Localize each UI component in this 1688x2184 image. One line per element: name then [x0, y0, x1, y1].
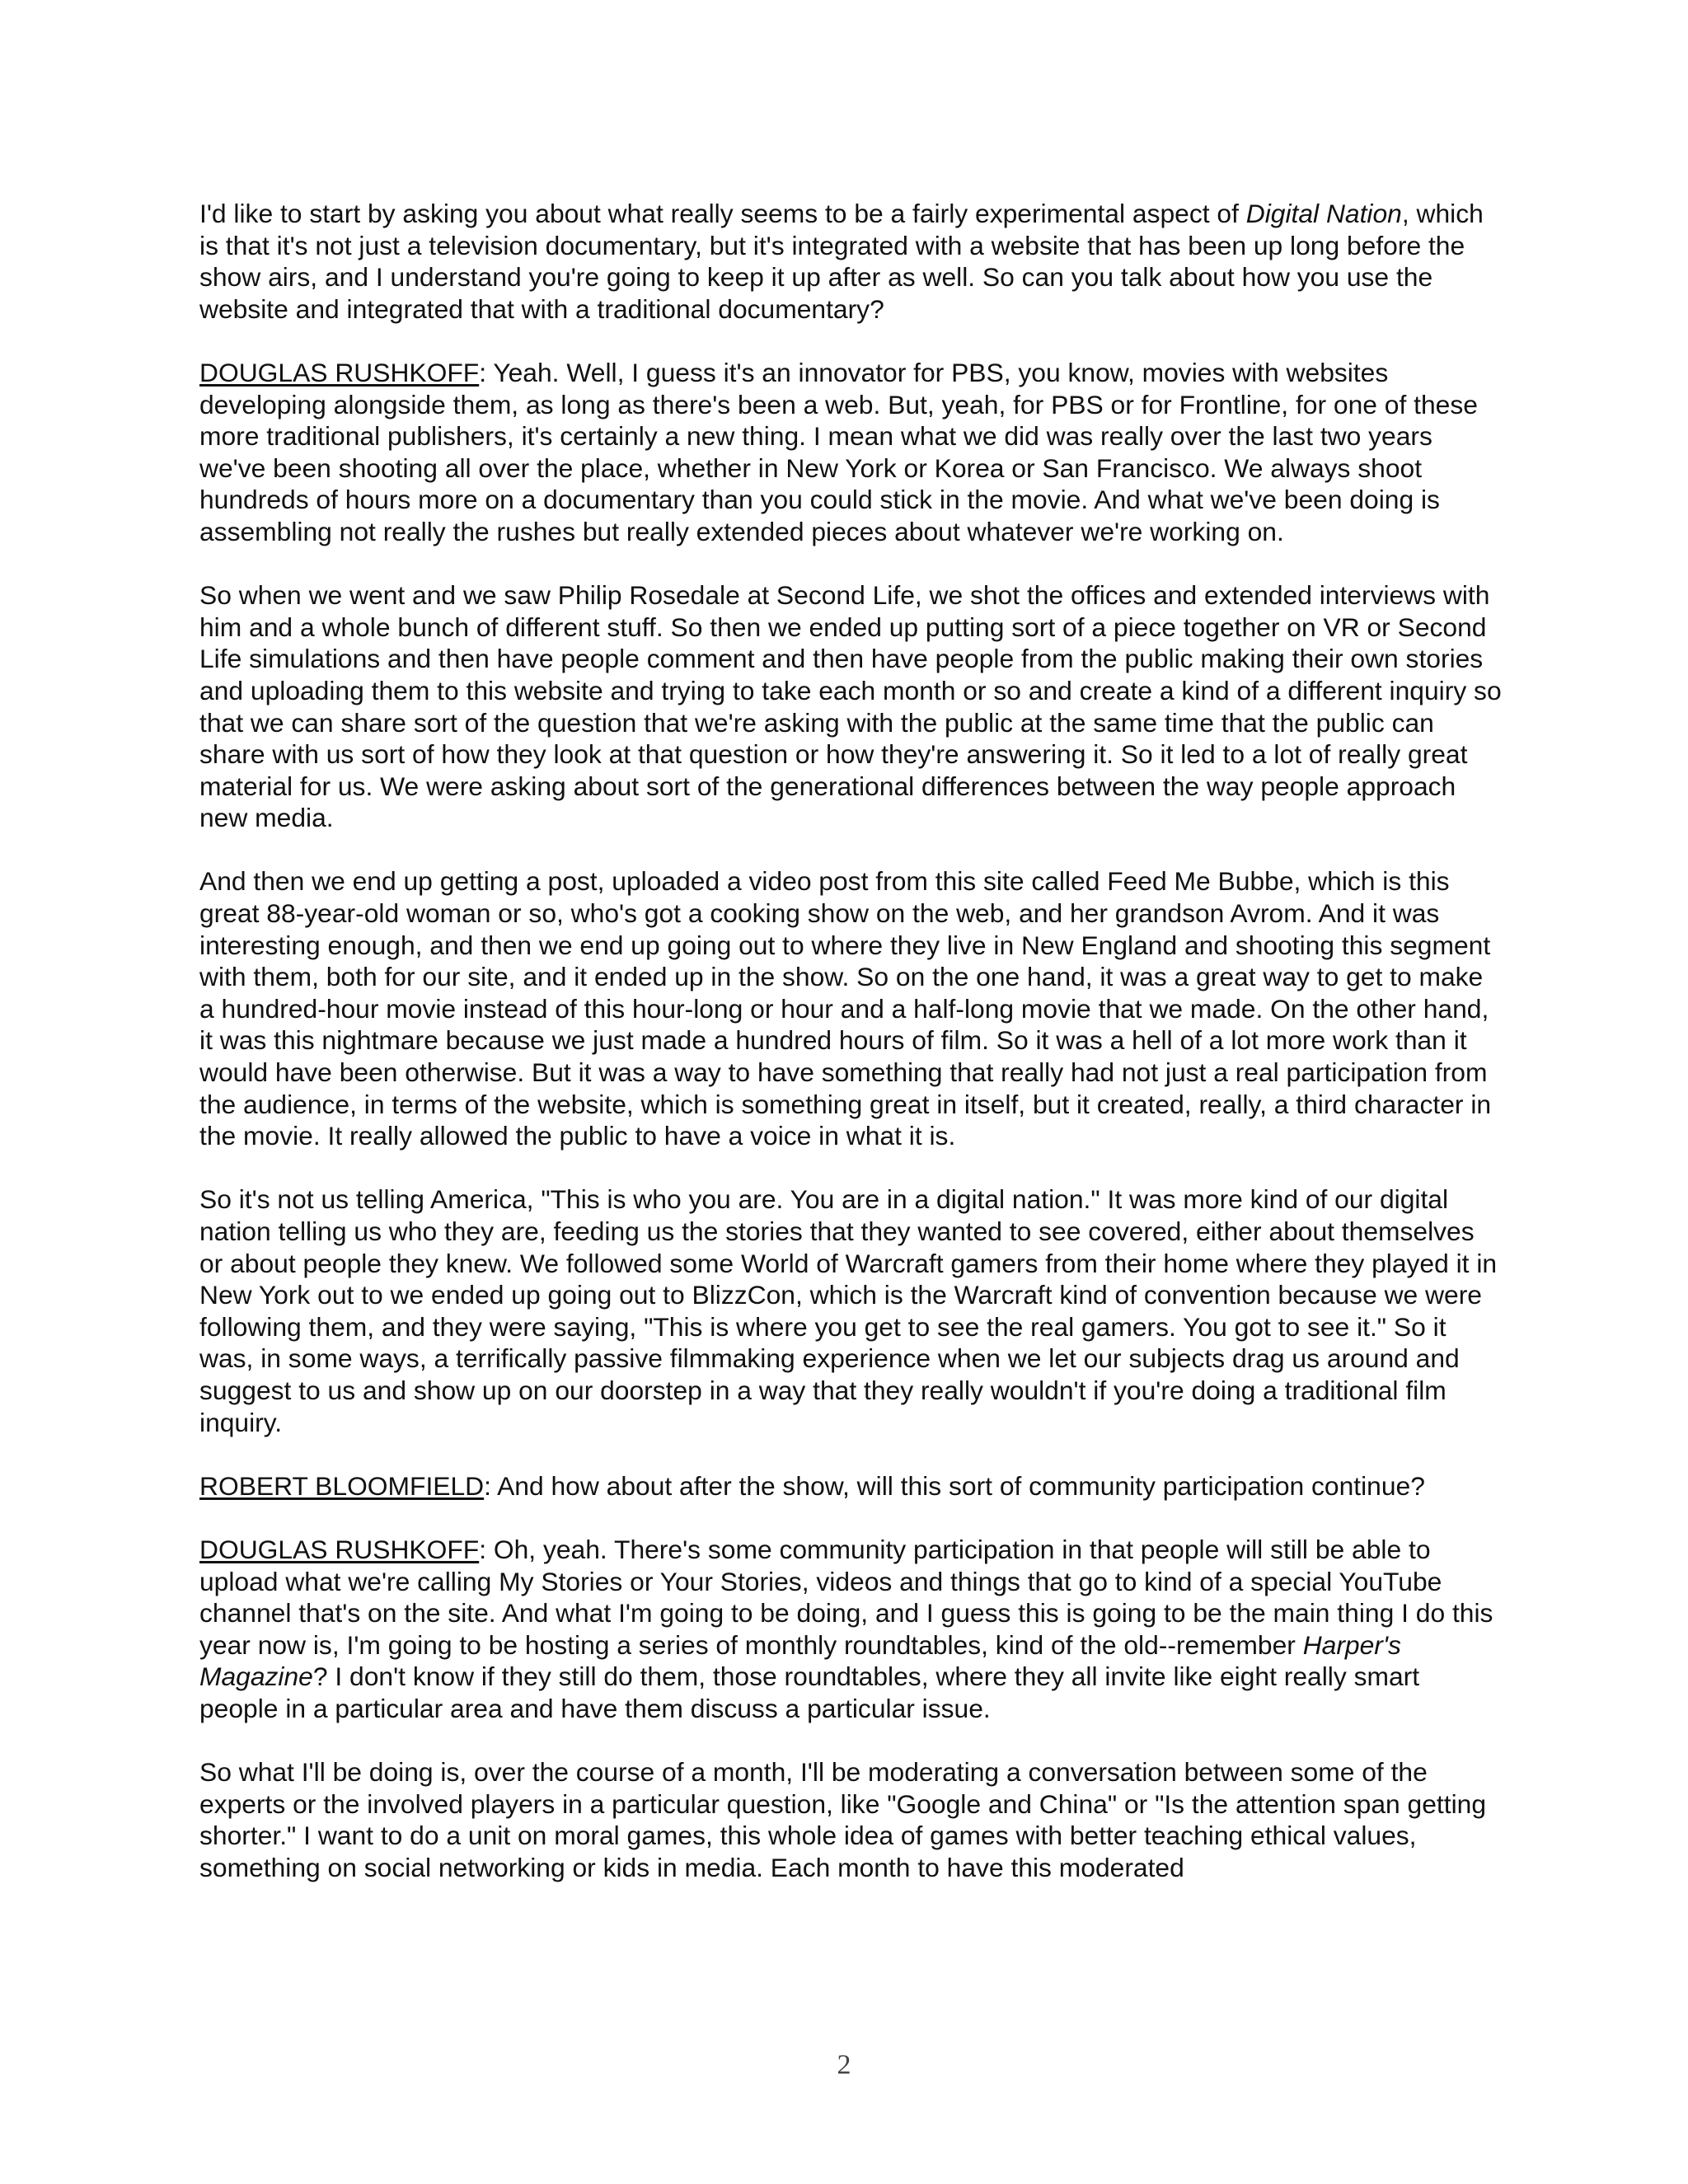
speaker-name: DOUGLAS RUSHKOFF: [199, 1534, 480, 1564]
speaker-name: DOUGLAS RUSHKOFF: [199, 357, 480, 387]
paragraph-text: Yeah. Well, I guess it's an innovator for PBS, you know, movies with websites developing alongside them, as long as there's been a web. But, yeah, for PBS or for Frontline, for one of these more traditional publishers, it's certainly a new thing. I mean what we did was really over the last two years we've been shooting all over the place, whether in New York or Korea or San Francisco. We always shoot hundreds of hours more on a documentary than you could stick in the movie. And what we've been doing is assembling not really the rushes but really extended pieces about whatever we're working on.: [199, 357, 1478, 546]
transcript-body: [199, 198, 1502, 1915]
paragraph-text: So when we went and we saw Philip Rosedale at Second Life, we shot the offices and extended interviews with him and a whole bunch of different stuff. So then we ended up putting sort of a piece together on VR or Second Life simulations and then have people comment and then have people from the public making their own stories and uploading them to this website and trying to take each month or so and create a kind of a different inquiry so that we can share sort of the question that we're asking with the public at the same time that the public can share with us sort of how they look at that question or how they're answering it. So it led to a lot of really great material for us. We were asking about sort of the generational differences between the way people approach new media.: [199, 580, 1502, 833]
paragraph-text-rest: ? I don't know if they still do them, those roundtables, where they all invite like eight really smart people in a particular area and have them discuss a particular issue.: [199, 1661, 1420, 1723]
paragraph-second-life: [199, 579, 1502, 834]
title-digital-nation: Digital Nation: [1245, 199, 1402, 228]
paragraph-text-rest: , which is that it's not just a television documentary, but it's integrated with a website that has been up long before the show airs, and I understand you're going to keep it up after as well. So can you talk about how you use the website and integrated that with a traditional documentary?: [199, 199, 1484, 324]
paragraph-text: I'd like to start by asking you about what really seems to be a fairly experimental aspect of: [199, 199, 1246, 228]
paragraph-rushkoff-answer-2: [199, 1534, 1502, 1725]
paragraph-intro-question: [199, 198, 1502, 325]
title-harpers-magazine: Harper's Magazine: [199, 1629, 1401, 1692]
paragraph-digital-nation-telling: [199, 1183, 1502, 1438]
paragraph-text: Oh, yeah. There's some community participation in that people will still be able to upload what we're calling My Stories or Your Stories, videos and things that go to kind of a special YouTube channel that's on the site. And what I'm going to be doing, and I guess this is going to be the main thing I do this year now is, I'm going to be hosting a series of monthly roundtables, kind of the old--remember: [199, 1534, 1493, 1660]
paragraph-text: So what I'll be doing is, over the course of a month, I'll be moderating a conversation between some of the experts or the involved players in a particular question, like "Google and China" or "Is the attention span getting shorter." I want to do a unit on moral games, this whole idea of games with better teaching ethical values, something on social networking or kids in media. Each month to have this moderated: [199, 1757, 1487, 1882]
paragraph-rushkoff-answer-1: [199, 357, 1502, 548]
speaker-separator: :: [479, 1534, 494, 1564]
paragraph-text: And then we end up getting a post, uploaded a video post from this site called Feed Me Bubbe, which is this great 88-year-old woman or so, who's got a cooking show on the web, and her grandson Avrom. And it was interesting enough, and then we end up going out to where they live in New England and shooting this segment with them, both for our site, and it ended up in the show. So on the one hand, it was a great way to get to make a hundred-hour movie instead of this hour-long or hour and a half-long movie that we made. On the other hand, it was this nightmare because we just made a hundred hours of film. So it was a hell of a lot more work than it would have been otherwise. But it was a way to have something that really had not just a real participation from the audience, in terms of the website, which is something great in itself, but it created, really, a third character in the movie. It really allowed the public to have a voice in what it is.: [199, 866, 1492, 1151]
speaker-separator: :: [479, 357, 494, 387]
paragraph-roundtables: [199, 1756, 1502, 1883]
speaker-separator: :: [484, 1470, 498, 1501]
paragraph-text: So it's not us telling America, "This is who you are. You are in a digital nation." It was more kind of our digital nation telling us who they are, feeding us the stories that they wanted to see covered, either about themselves or about people they knew. We followed some World of Warcraft gamers from their home where they played it in New York out to we ended up going out to BlizzCon, which is the Warcraft kind of convention because we were following them, and they were saying, "This is where you get to see the real gamers. You got to see it." So it was, in some ways, a terrifically passive filmmaking experience when we let our subjects drag us around and suggest to us and show up on our doorstep in a way that they really wouldn't if you're doing a traditional film inquiry.: [199, 1184, 1498, 1437]
paragraph-bloomfield-question: [199, 1470, 1502, 1502]
page-number: 2: [837, 2050, 851, 2080]
paragraph-feed-me-bubbe: [199, 865, 1502, 1151]
speaker-name: ROBERT BLOOMFIELD: [199, 1470, 485, 1501]
paragraph-text: And how about after the show, will this sort of community participation continue?: [497, 1470, 1425, 1501]
